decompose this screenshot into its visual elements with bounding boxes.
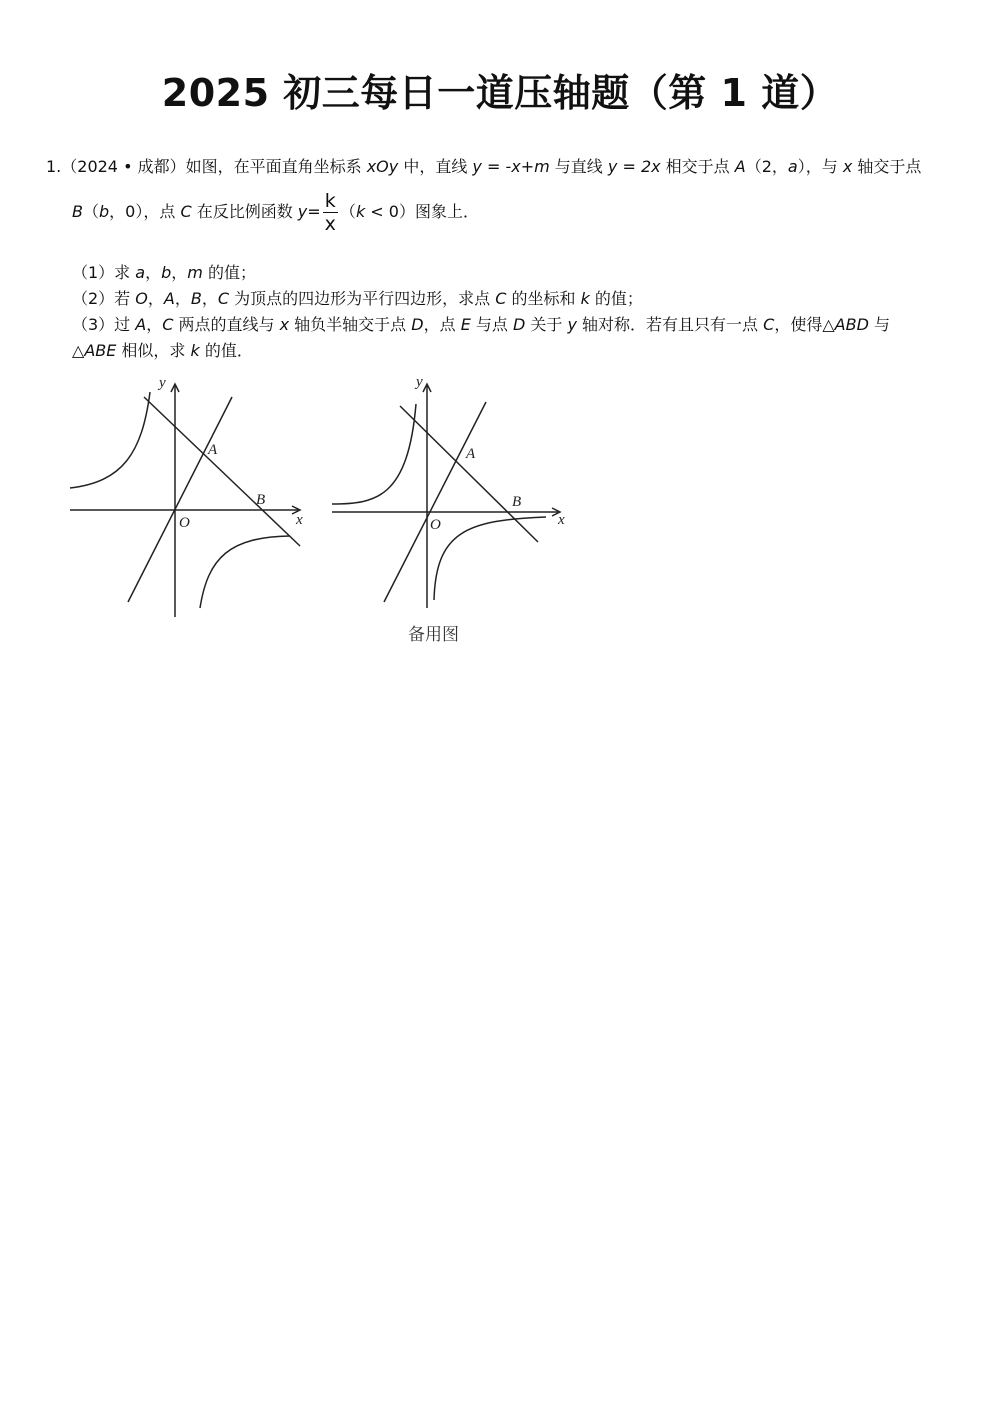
x-axis-label: x	[296, 512, 303, 528]
line-y-neg-x-plus-m	[400, 406, 538, 542]
var-y: y=	[297, 202, 321, 221]
hyperbola-branch-upper-left	[332, 404, 416, 504]
equation-line-2: y = 2x	[607, 157, 661, 176]
text: 为顶点的四边形为平行四边形，求点	[229, 289, 496, 308]
point-d: D	[411, 315, 424, 334]
point-b-label: B	[256, 492, 266, 508]
var-x: x	[279, 315, 290, 334]
text: ，	[145, 263, 162, 282]
triangle-abe: ABE	[84, 341, 117, 360]
var-a: a	[135, 263, 146, 282]
text: ），与	[797, 157, 843, 176]
text: （	[82, 202, 99, 221]
text: ，	[171, 263, 188, 282]
point-a: A	[135, 315, 147, 334]
problem-line-1	[46, 156, 921, 178]
text: 的值；	[589, 289, 643, 308]
line-y-2x	[384, 402, 486, 602]
text: ，	[146, 315, 163, 334]
text: 关于	[525, 315, 568, 334]
var-m: m	[187, 263, 203, 282]
point-c: C	[763, 315, 775, 334]
point-a-label: A	[466, 446, 476, 462]
hyperbola-branch-upper-left	[70, 392, 150, 488]
point-b-label: B	[512, 494, 522, 510]
point-a: A	[734, 157, 746, 176]
problem-number: 1.	[46, 157, 62, 176]
text: （2，	[745, 157, 788, 176]
triangle-abd: ABD	[834, 315, 869, 334]
text: < 0）图象上．	[365, 202, 479, 221]
point-o: O	[135, 289, 148, 308]
text: （2）若	[72, 289, 136, 308]
problem-source: （2024 • 成都）	[61, 157, 186, 176]
text: ，	[174, 289, 191, 308]
text: 相似，求	[116, 341, 191, 360]
line-y-2x	[128, 397, 232, 602]
var-k: k	[190, 341, 200, 360]
point-b: B	[190, 289, 202, 308]
text: 的值．	[199, 341, 253, 360]
y-axis-label: y	[416, 374, 423, 390]
text: 轴负半轴交于点	[289, 315, 412, 334]
var-a: a	[787, 157, 798, 176]
figure-spare	[326, 372, 576, 612]
point-a-label: A	[208, 442, 218, 458]
var-k: k	[355, 202, 366, 221]
text: 相交于点	[660, 157, 735, 176]
text: 的值；	[202, 263, 256, 282]
text: ，使得△	[774, 315, 835, 334]
point-b: B	[72, 202, 83, 221]
problem-line-2	[72, 190, 479, 235]
question-3-continued	[72, 340, 253, 362]
point-e: E	[460, 315, 471, 334]
fraction-denominator: x	[324, 213, 336, 235]
text: （1）求	[72, 263, 136, 282]
text: 轴交于点	[852, 157, 922, 176]
question-1	[72, 262, 256, 284]
text: 与	[868, 315, 890, 334]
point-a: A	[163, 289, 175, 308]
text: 与点	[470, 315, 513, 334]
coord-system: xOy	[366, 157, 399, 176]
text: 在反比例函数	[191, 202, 298, 221]
hyperbola-branch-lower-right	[200, 536, 290, 608]
var-x: x	[842, 157, 853, 176]
equation-line-1: y = -x+m	[472, 157, 550, 176]
text: 与直线	[549, 157, 608, 176]
spare-figure-caption: 备用图	[408, 625, 459, 645]
text: 的坐标和	[506, 289, 581, 308]
text: ，	[147, 289, 164, 308]
point-c: C	[495, 289, 507, 308]
hyperbola-branch-lower-right	[434, 517, 546, 600]
y-axis-label: y	[159, 375, 166, 391]
text: ，0），点	[109, 202, 181, 221]
text: 轴对称．若有且只有一点	[576, 315, 764, 334]
fraction-k-over-x	[323, 190, 338, 235]
text: 两点的直线与	[173, 315, 280, 334]
point-c: C	[162, 315, 174, 334]
text: ，点	[423, 315, 461, 334]
text: ，	[201, 289, 218, 308]
text: 中，直线	[398, 157, 473, 176]
point-c: C	[217, 289, 230, 308]
origin-label: O	[179, 515, 190, 531]
point-c: C	[180, 202, 192, 221]
point-d: D	[512, 315, 526, 334]
text: 如图，在平面直角坐标系	[185, 157, 367, 176]
var-k: k	[580, 289, 590, 308]
page-title: 2025 初三每日一道压轴题（第 1 道）	[161, 71, 839, 115]
question-2	[72, 288, 643, 310]
question-3	[72, 314, 890, 336]
text: （	[339, 202, 356, 221]
text: （3）过	[72, 315, 136, 334]
figure-main	[60, 372, 320, 622]
fraction-numerator: k	[323, 190, 338, 213]
origin-label: O	[430, 517, 441, 533]
var-b: b	[99, 202, 110, 221]
var-b: b	[161, 263, 172, 282]
var-y: y	[567, 315, 577, 334]
text: △	[72, 341, 85, 360]
x-axis-label: x	[558, 512, 565, 528]
